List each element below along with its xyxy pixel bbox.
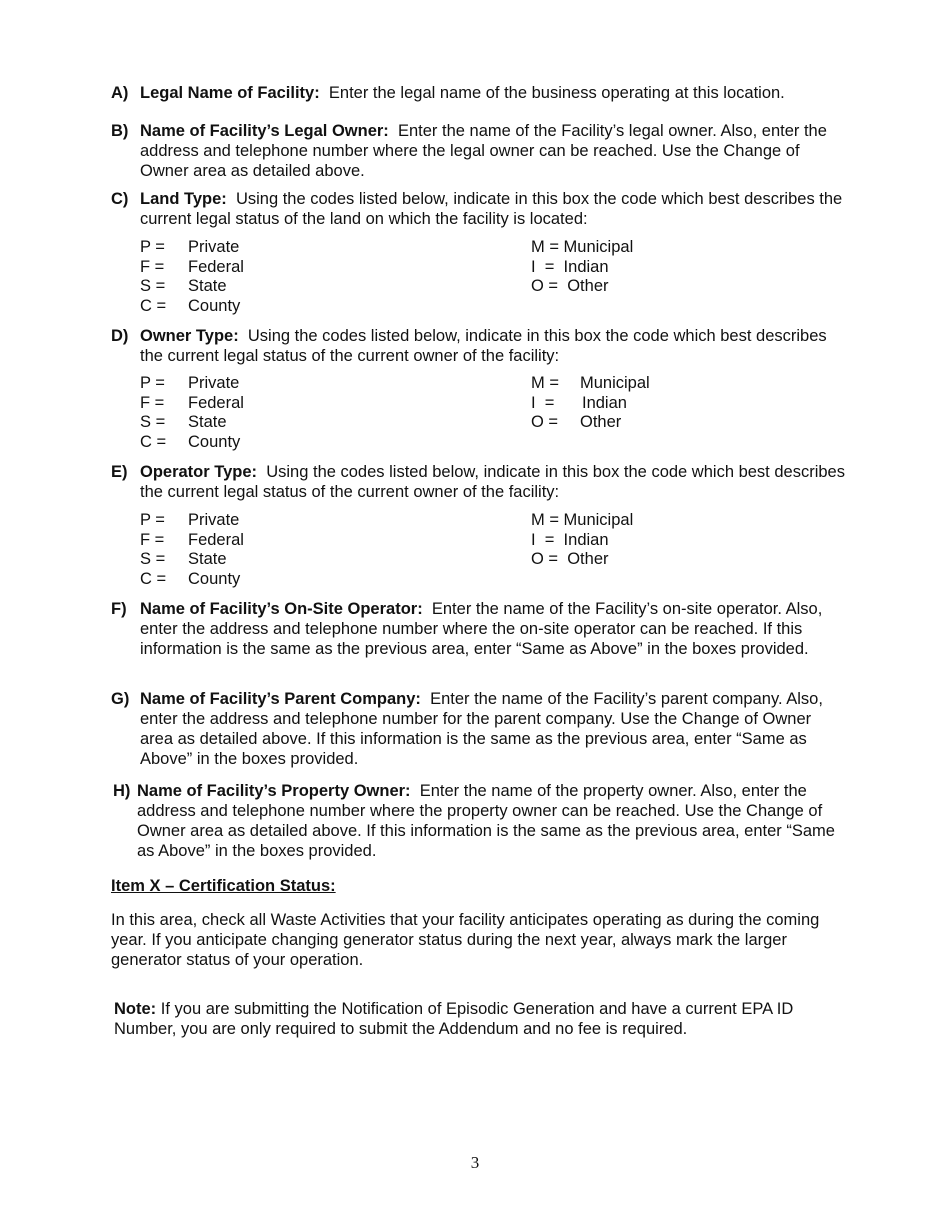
item-text: Using the codes listed below, indicate in this box the code which best describes the current legal status of the current owner of the facility:	[140, 463, 845, 501]
item-g	[111, 689, 846, 769]
code-right: M = Municipal	[531, 238, 634, 256]
code: C =	[140, 433, 167, 452]
item-letter: A)	[111, 84, 129, 102]
item-title: Name of Facility’s On-Site Operator:	[140, 600, 423, 618]
code-label: Federal	[188, 530, 244, 549]
item-letter: E)	[111, 463, 128, 481]
code-label: State	[188, 277, 227, 296]
code-right: M =	[531, 374, 559, 392]
item-text: Enter the name of the Facility’s parent company. Also, enter the address and telephone number for the parent company. Use the Change of Owner area as detailed above. If this information is the same as the previous area, enter “Same as Above” in the boxes provided.	[140, 690, 823, 768]
code: C =	[140, 570, 167, 589]
code-label: County	[188, 570, 241, 589]
code-label: Federal	[188, 393, 244, 412]
item-letter: B)	[111, 122, 129, 140]
item-text: Enter the name of the property owner. Also, enter the address and telephone number where the property owner can be reached. Use the Change of Owner area as detailed above. If this information is the same as the previous area, enter “Same as Above” in the boxes provided.	[137, 782, 835, 860]
code-right: O =	[531, 413, 559, 432]
note-paragraph	[114, 999, 844, 1039]
item-title: Legal Name of Facility:	[140, 84, 320, 102]
code: C =	[140, 297, 167, 316]
operator-type-codes	[140, 511, 740, 590]
item-letter: H)	[113, 782, 131, 800]
item-title: Name of Facility’s Parent Company:	[140, 690, 421, 708]
code: S =	[140, 413, 166, 432]
code-label: Private	[188, 374, 240, 392]
code: F =	[140, 257, 165, 276]
code-right: I = Indian	[531, 257, 609, 276]
code-right-label: Other	[580, 413, 622, 432]
code-label: State	[188, 413, 227, 432]
owner-type-codes	[140, 374, 740, 453]
section-paragraph: In this area, check all Waste Activities that your facility anticipates operating as during the coming year. If you anticipate changing generator status during the next year, always mark the larger generator status of your operation.	[111, 911, 820, 969]
code: S =	[140, 550, 166, 569]
item-text: Using the codes listed below, indicate in this box the code which best describes the current legal status of the land on which the facility is located:	[140, 190, 843, 228]
section-heading: Item X – Certification Status:	[111, 877, 336, 895]
code-right-label: Indian	[582, 393, 627, 412]
item-c	[111, 189, 846, 229]
item-text: Enter the name of the Facility’s on-site operator. Also, enter the address and telephone number where the on-site operator can be reached. If this information is the same as the previous area, enter “Same as Above” in the boxes provided.	[140, 600, 823, 658]
page-number: 3	[470, 1153, 480, 1172]
code-right: I =	[531, 393, 555, 412]
item-letter: C)	[111, 190, 129, 208]
item-text: Using the codes listed below, indicate in this box the code which best describes the current legal status of the current owner of the facility:	[140, 327, 827, 365]
item-f	[111, 599, 846, 659]
code-label: State	[188, 550, 227, 569]
item-e	[111, 462, 846, 502]
item-text: Enter the name of the Facility’s legal owner. Also, enter the address and telephone number where the legal owner can be reached. Use the Change of Owner area as detailed above.	[140, 122, 827, 180]
code: P =	[140, 238, 165, 256]
code-right: O = Other	[531, 550, 609, 569]
code-right: M = Municipal	[531, 511, 634, 529]
item-text: Enter the legal name of the business operating at this location.	[328, 84, 785, 102]
code-label: County	[188, 433, 241, 452]
item-title: Name of Facility’s Property Owner:	[137, 782, 411, 800]
code-label: County	[188, 297, 241, 316]
land-type-codes	[140, 238, 740, 317]
code-right-label: Municipal	[580, 374, 650, 392]
item-title: Operator Type:	[140, 463, 258, 481]
item-title: Name of Facility’s Legal Owner:	[140, 122, 389, 140]
item-title: Land Type:	[140, 190, 227, 208]
item-letter: F)	[111, 600, 127, 618]
code-label: Private	[188, 238, 240, 256]
code: F =	[140, 530, 165, 549]
item-title: Owner Type:	[140, 327, 239, 345]
note-text: If you are submitting the Notification of Episodic Generation and have a current EPA ID Number, you are only required to submit the Addendum and no fee is required.	[114, 1000, 794, 1038]
item-d	[111, 326, 846, 366]
code-right: O = Other	[531, 277, 609, 296]
code-right: I = Indian	[531, 530, 609, 549]
code: P =	[140, 511, 165, 529]
item-h	[111, 781, 846, 861]
item-a	[111, 83, 846, 103]
code: F =	[140, 393, 165, 412]
code-label: Private	[188, 511, 240, 529]
item-b	[111, 121, 846, 181]
code: S =	[140, 277, 166, 296]
code: P =	[140, 374, 165, 392]
code-label: Federal	[188, 257, 244, 276]
item-letter: G)	[111, 690, 130, 708]
note-label: Note:	[114, 1000, 157, 1018]
item-letter: D)	[111, 327, 129, 345]
